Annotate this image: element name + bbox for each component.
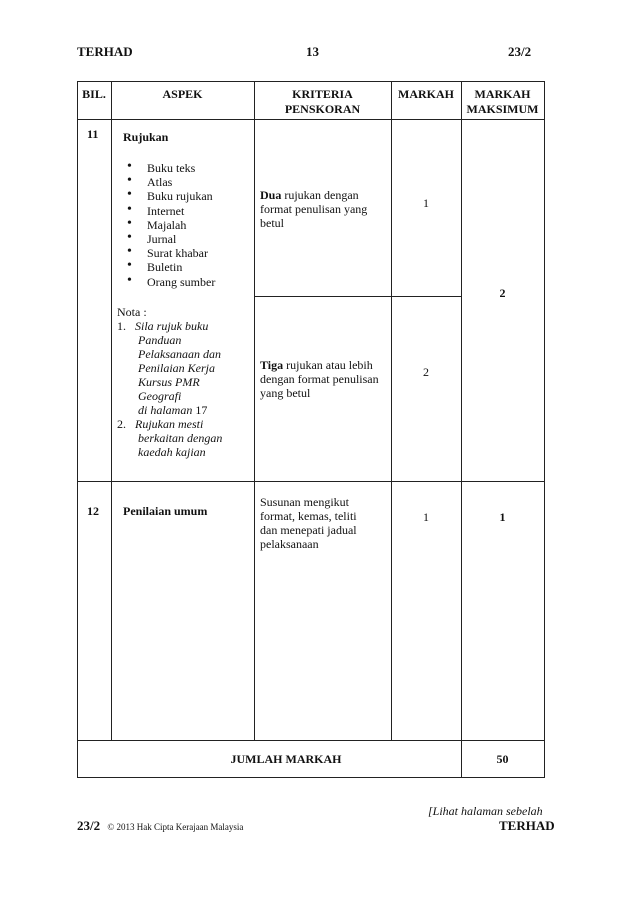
criteria-dua-line2: format penulisan yang xyxy=(260,202,368,216)
header-markah-maksimum xyxy=(461,87,544,117)
table-border-bottom xyxy=(77,777,545,778)
header-paper-code: 23/2 xyxy=(508,44,532,59)
nota-item-1-line: Geografi xyxy=(138,389,182,403)
criteria-dua-text: rujukan dengan xyxy=(281,188,359,202)
col-divider-bil xyxy=(111,81,112,740)
nota-page-ref-number: 17 xyxy=(192,403,208,417)
row11-aspek: Rujukan xyxy=(123,130,169,144)
nota-item-2-line: Rujukan mesti xyxy=(135,417,204,431)
table-border-right xyxy=(544,81,545,778)
nota-block xyxy=(117,305,222,459)
header-maks-line1: MARKAH xyxy=(474,87,531,101)
col-divider-kriteria xyxy=(391,81,392,740)
row12-bottom-border xyxy=(77,740,545,741)
table-border-left xyxy=(77,81,78,778)
nota-item-1-line: Kursus PMR xyxy=(138,375,200,389)
reference-list xyxy=(121,161,215,289)
criteria-tiga-text: rujukan atau lebih xyxy=(283,358,373,372)
nota-item-2-line: berkaitan dengan xyxy=(138,431,223,445)
list-item: • Atlas xyxy=(121,175,215,189)
nota-item-2-line: kaedah kajian xyxy=(138,445,206,459)
row12-bil: 12 xyxy=(87,504,99,518)
criteria-penilaian-umum xyxy=(260,495,357,551)
total-label: JUMLAH MARKAH xyxy=(230,752,342,766)
footer-copyright xyxy=(77,818,243,834)
nota-item-1-line: Pelaksanaan dan xyxy=(138,347,221,361)
copyright-text: © 2013 Hak Cipta Kerajaan Malaysia xyxy=(107,822,244,832)
row12-markah: 1 xyxy=(423,510,429,524)
page-number: 13 xyxy=(306,44,319,59)
footer-right-label: TERHAD xyxy=(499,818,555,833)
criteria-tiga-line2: dengan format penulisan xyxy=(260,372,379,386)
nota-label: Nota : xyxy=(117,305,147,319)
nota-item-1 xyxy=(117,319,222,333)
table-border-top xyxy=(77,81,545,82)
nota-item-1-line: Panduan xyxy=(138,333,182,347)
row11-bottom-border xyxy=(77,481,545,482)
nota-item-2 xyxy=(117,417,222,431)
nota-item-1-page-ref xyxy=(117,403,222,417)
col-divider-markah xyxy=(461,81,462,778)
nota-page-ref-text: di halaman xyxy=(138,403,193,417)
list-item: • Orang sumber xyxy=(121,275,215,289)
list-item: • Jurnal xyxy=(121,232,215,246)
header-bil: BIL. xyxy=(82,87,106,101)
criteria-tiga-rujukan xyxy=(260,358,379,400)
list-item: • Majalah xyxy=(121,218,215,232)
criteria-dua-line3: betul xyxy=(260,216,284,230)
criteria-line: dan menepati jadual xyxy=(260,523,357,537)
list-item: • Buku teks xyxy=(121,161,215,175)
row11-bil: 11 xyxy=(87,127,99,141)
header-markah: MARKAH xyxy=(398,87,454,101)
list-item: • Internet xyxy=(121,204,215,218)
header-aspek: ASPEK xyxy=(162,87,203,101)
row11-markah-maksimum: 2 xyxy=(499,286,506,300)
markah-tiga-rujukan: 2 xyxy=(423,365,429,379)
markah-dua-rujukan: 1 xyxy=(423,196,429,210)
row12-aspek: Penilaian umum xyxy=(123,504,208,518)
header-left-label: TERHAD xyxy=(77,44,133,59)
criteria-tiga-bold: Tiga xyxy=(260,358,284,372)
criteria-tiga-line3: yang betul xyxy=(260,386,311,400)
criteria-line: pelaksanaan xyxy=(260,537,319,551)
list-item: • Buku rujukan xyxy=(121,189,215,203)
nota-item-1-number: 1. xyxy=(117,319,126,333)
list-item: • Buletin xyxy=(121,260,215,274)
row11-criteria-divider xyxy=(254,296,461,297)
next-page-note: [Lihat halaman sebelah xyxy=(428,804,543,818)
criteria-dua-bold: Dua xyxy=(260,188,282,202)
row12-markah-maksimum: 1 xyxy=(499,510,506,524)
nota-item-2-number: 2. xyxy=(117,417,126,431)
criteria-line: Susunan mengikut xyxy=(260,495,349,509)
criteria-dua-rujukan xyxy=(260,188,367,230)
header-divider xyxy=(77,119,545,120)
header-kriteria xyxy=(254,87,391,117)
footer-paper-code: 23/2 xyxy=(77,818,101,833)
criteria-line: format, kemas, teliti xyxy=(260,509,357,523)
header-kriteria-line1: KRITERIA xyxy=(292,87,353,101)
header-maks-line2: MAKSIMUM xyxy=(466,102,539,116)
scoring-table xyxy=(77,81,545,778)
header-kriteria-line2: PENSKORAN xyxy=(284,102,361,116)
list-item: • Surat khabar xyxy=(121,246,215,260)
nota-item-1-line: Sila rujuk buku xyxy=(135,319,209,333)
nota-item-1-line: Penilaian Kerja xyxy=(138,361,215,375)
col-divider-aspek xyxy=(254,81,255,740)
total-value: 50 xyxy=(496,752,509,766)
